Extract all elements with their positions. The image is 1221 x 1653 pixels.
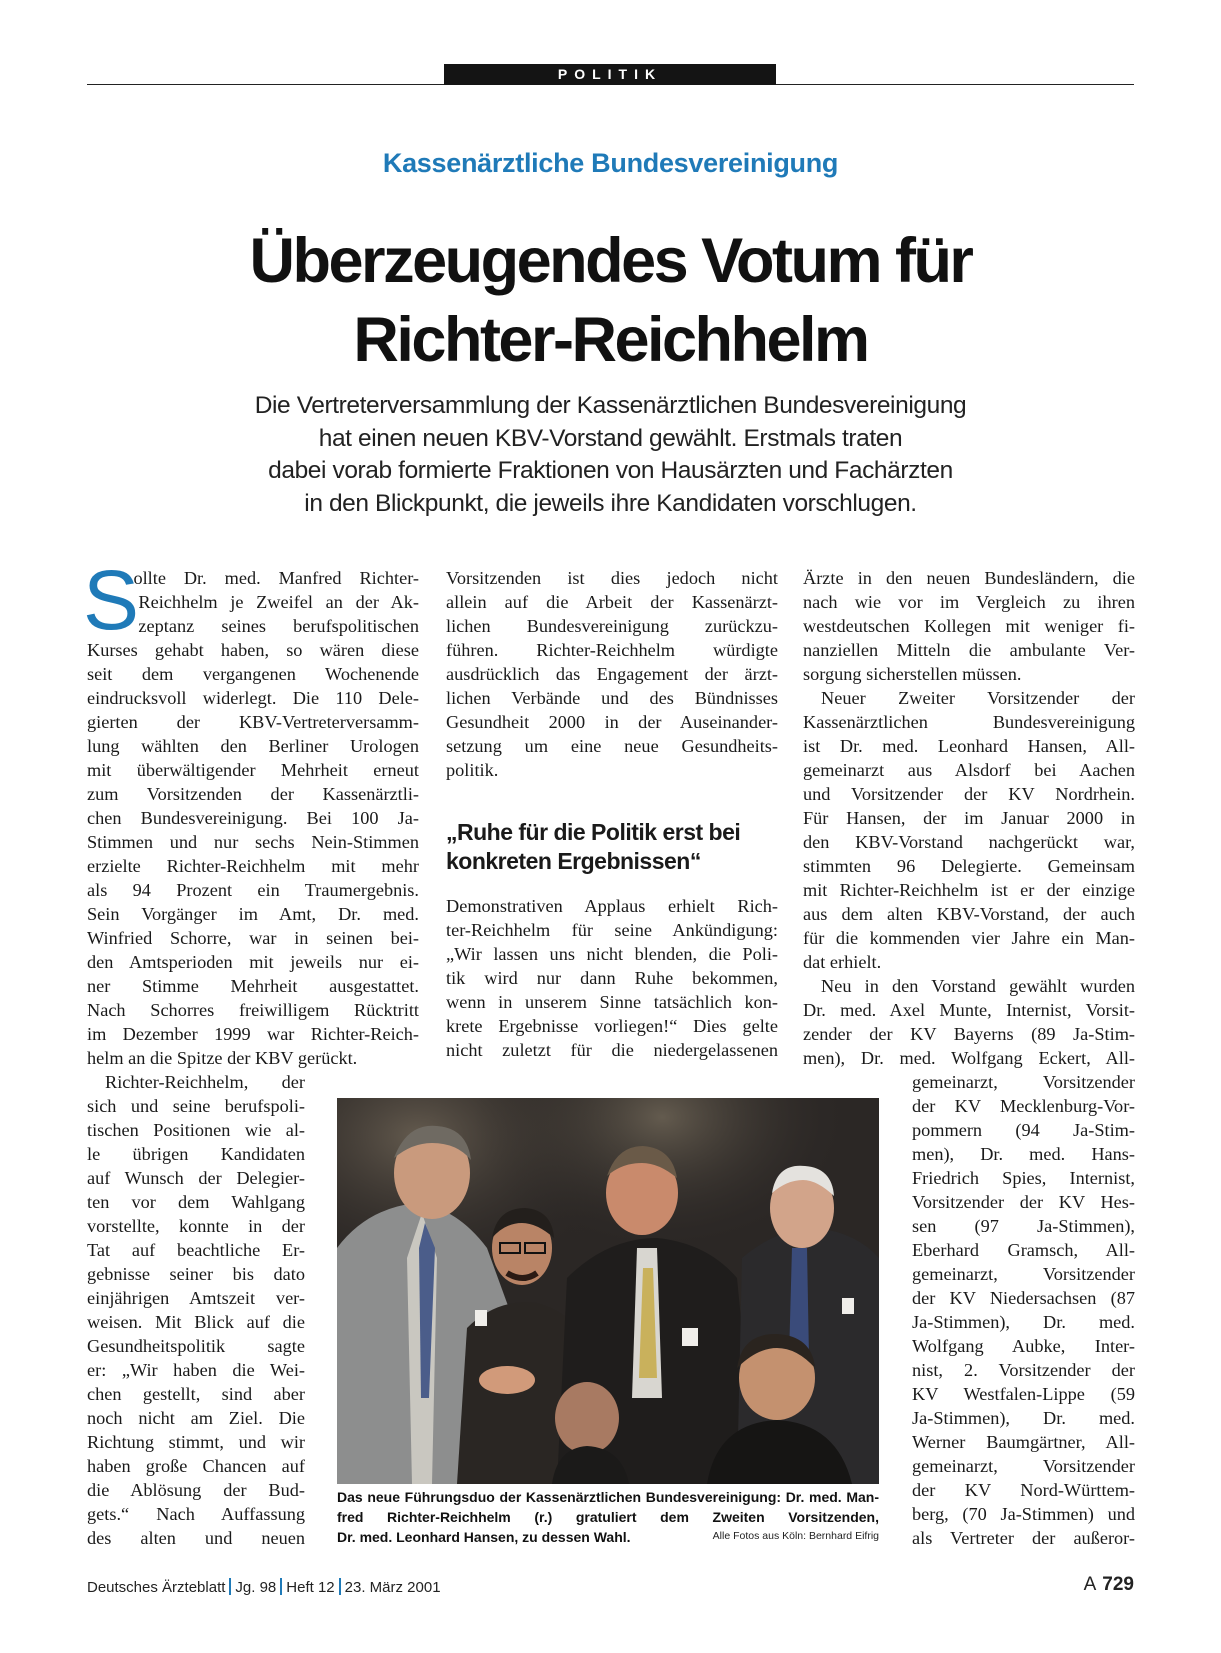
article-headline [0, 222, 1221, 380]
text-line: Winfried Schorre, war in seinen bei- [87, 928, 419, 948]
text-line: Nach Schorres freiwilligem Rücktritt [87, 1000, 419, 1020]
column-3-lines [803, 566, 1135, 1070]
text-line: ten vor dem Wahlgang [87, 1192, 305, 1212]
text-line: der KV Niedersachsen (87 [912, 1288, 1135, 1308]
column-2-continued-lines [446, 894, 778, 1062]
text-line: vorstellte, konnte in der [87, 1216, 305, 1236]
text-line: gebnisse seiner bis dato [87, 1264, 305, 1284]
subheading-line: konkreten Ergebnissen“ [446, 848, 701, 874]
dropcap: S [83, 553, 140, 647]
article-kicker: Kassenärztliche Bundesvereinigung [382, 148, 839, 178]
text-line: Stimmen und nur sechs Nein-Stimmen [87, 832, 419, 852]
text-line: Vorsitzender der KV Hes- [912, 1192, 1135, 1212]
headline-line: Richter-Reichhelm [353, 305, 868, 375]
text-line: Dr. med. Axel Munte, Internist, Vorsit- [803, 1000, 1135, 1020]
page-number-value: 729 [1102, 1574, 1134, 1595]
text-line: zender der KV Bayerns (89 Ja-Stim- [803, 1024, 1135, 1044]
text-line: Gesundheit 2000 in der Auseinander- [446, 712, 778, 732]
page-footer [87, 1578, 441, 1596]
text-line: gemeinarzt, Vorsitzender [912, 1072, 1135, 1092]
text-line: als Vertreter der außeror- [912, 1528, 1135, 1548]
text-line: Tat auf beachtliche Er- [87, 1240, 305, 1260]
lead-line: hat einen neuen KBV-Vorstand gewählt. Erstmals traten [318, 424, 903, 452]
footer-divider [229, 1578, 231, 1595]
text-line: und Vorsitzender der KV Nordrhein. [803, 784, 1135, 804]
text-line: politik. [446, 760, 499, 780]
journal-date: 23. März 2001 [344, 1579, 441, 1596]
text-line: Vorsitzenden ist dies jedoch nicht [446, 568, 778, 588]
text-line: Eberhard Gramsch, All- [912, 1240, 1135, 1260]
text-line: men), Dr. med. Wolfgang Eckert, All- [803, 1048, 1135, 1068]
text-line: men), Dr. med. Hans- [912, 1144, 1135, 1164]
text-line: Ja-Stimmen), Dr. med. [912, 1408, 1135, 1428]
text-line: auf Wunsch der Delegier- [87, 1168, 305, 1188]
text-line: er: „Wir haben die Wei- [87, 1360, 305, 1380]
text-line: des alten und neuen [87, 1528, 305, 1548]
text-line: chen gestellt, sind aber [87, 1384, 305, 1404]
text-line: nicht zuletzt für die niedergelassenen [446, 1040, 778, 1060]
text-line: Werner Baumgärtner, All- [912, 1432, 1135, 1452]
text-line: Ärzte in den neuen Bundesländern, die [803, 568, 1135, 588]
text-line: dat erhielt. [803, 952, 882, 972]
text-line: gemeinarzt, Vorsitzender [912, 1264, 1135, 1284]
text-line: der KV Nord-Württem- [912, 1480, 1135, 1500]
text-line: haben große Chancen auf [87, 1456, 305, 1476]
text-line: den KBV-Vorstand nachgerückt war, [803, 832, 1135, 852]
lead-line: in den Blickpunkt, die jeweils ihre Kandidaten vorschlugen. [304, 489, 917, 517]
text-line: gemeinarzt, Vorsitzender [912, 1456, 1135, 1476]
text-line: Friedrich Spies, Internist, [912, 1168, 1135, 1188]
text-line: gemeinarzt aus Alsdorf bei Aachen [803, 760, 1135, 780]
journal-issue: Heft 12 [286, 1579, 335, 1596]
text-line: westdeutschen Kollegen mit weniger fi- [803, 616, 1135, 636]
text-line: ter-Reichhelm für seine Ankündigung: [446, 920, 778, 940]
column-2-lines [446, 566, 778, 782]
footer-divider [339, 1578, 341, 1595]
text-line: tischen Positionen wie al- [87, 1120, 305, 1140]
text-line: nanziellen Mitteln die ambulante Ver- [803, 640, 1135, 660]
text-line: sen (97 Ja-Stimmen), [912, 1216, 1135, 1236]
text-line: zum Vorsitzenden der Kassenärztli- [87, 784, 419, 804]
text-line: berg, (70 Ja-Stimmen) und [912, 1504, 1135, 1524]
text-line: ollte Dr. med. Manfred Richter- [133, 568, 419, 588]
section-rubric: POLITIK [444, 64, 776, 85]
text-line: mit Richter-Reichhelm ist er der einzige [803, 880, 1135, 900]
text-line: chen Bundesvereinigung. Bei 100 Ja- [87, 808, 419, 828]
photo-credit: Alle Fotos aus Köln: Bernhard Eifrig [712, 1530, 879, 1542]
text-line: setzung um eine neue Gesundheits- [446, 736, 778, 756]
text-line: Neuer Zweiter Vorsitzender der [821, 688, 1135, 708]
text-line: mit überwältigender Mehrheit erneut [87, 760, 419, 780]
text-line: Sein Vorgänger im Amt, Dr. med. [87, 904, 419, 924]
text-line: gierten der KBV-Vertreterversamm- [87, 712, 419, 732]
text-line: erzielte Richter-Reichhelm mit mehr [87, 856, 419, 876]
subheading [446, 818, 786, 876]
text-line: Kurses gehabt haben, so wären diese [87, 640, 419, 660]
text-line: stimmten 96 Delegierte. Gemeinsam [803, 856, 1135, 876]
caption-line: Dr. med. Leonhard Hansen, zu dessen Wahl. [337, 1529, 631, 1545]
text-line: nist, 2. Vorsitzender der [912, 1360, 1135, 1380]
page-prefix: A [1083, 1574, 1097, 1595]
text-line: noch nicht am Ziel. Die [87, 1408, 305, 1428]
text-line: le übrigen Kandidaten [87, 1144, 305, 1164]
column-1-narrow [87, 1070, 305, 1550]
text-line: Gesundheitspolitik sagte [87, 1336, 305, 1356]
text-line: lung wählten den Berliner Urologen [87, 736, 419, 756]
text-line: ner Stimme Mehrheit ausgestattet. [87, 976, 419, 996]
text-line: Kassenärztlichen Bundesvereinigung [803, 712, 1135, 732]
column-3-narrow [912, 1070, 1135, 1550]
footer-divider [280, 1578, 282, 1595]
text-line: KV Westfalen-Lippe (59 [912, 1384, 1135, 1404]
lead-line: dabei vorab formierte Fraktionen von Hausärzten und Fachärzten [268, 457, 953, 484]
text-line: Ja-Stimmen), Dr. med. [912, 1312, 1135, 1332]
article-photo [337, 1098, 879, 1484]
text-line: gets.“ Nach Auffassung [87, 1504, 305, 1524]
page-number [1084, 1574, 1134, 1596]
column-2-continued [446, 894, 778, 1062]
text-line: tik wird nur dann Ruhe bekommen, [446, 968, 778, 988]
text-line: helm an die Spitze der KBV gerückt. [87, 1048, 358, 1068]
column-1-narrow-lines [87, 1070, 305, 1550]
text-line: ist Dr. med. Leonhard Hansen, All- [803, 736, 1135, 756]
headline-line: Überzeugendes Votum für [249, 226, 972, 296]
text-line: weisen. Mit Blick auf die [87, 1312, 305, 1332]
text-line: Richtung stimmt, und wir [87, 1432, 305, 1452]
text-line: im Dezember 1999 war Richter-Reich- [87, 1024, 419, 1044]
text-line: nach wie vor im Vergleich zu ihren [803, 592, 1135, 612]
text-line: „Wir lassen uns nicht blenden, die Poli- [446, 944, 778, 964]
text-line: Neu in den Vorstand gewählt wurden [821, 976, 1135, 996]
text-line: allein auf die Arbeit der Kassenärzt- [446, 592, 778, 612]
text-line: die Ablösung der Bud- [87, 1480, 305, 1500]
text-line: lichen Verbände und des Bündnisses [446, 688, 778, 708]
article-lead [220, 390, 1001, 520]
text-line: führen. Richter-Reichhelm würdigte [446, 640, 778, 660]
text-line: der KV Mecklenburg-Vor- [912, 1096, 1135, 1116]
text-line: ausdrücklich das Engagement der ärzt- [446, 664, 778, 684]
text-line: zeptanz seines berufspolitischen [138, 616, 419, 636]
text-line: Für Hansen, der im Januar 2000 in [803, 808, 1135, 828]
text-line: wenn in unserem Sinne tatsächlich kon- [446, 992, 778, 1012]
text-line: aus dem alten KBV-Vorstand, der auch [803, 904, 1135, 924]
text-line: lichen Bundesvereinigung zurückzu- [446, 616, 778, 636]
subheading-line: „Ruhe für die Politik erst bei [446, 819, 741, 845]
text-line: sorgung sicherstellen müssen. [803, 664, 1022, 684]
text-line: eindrucksvoll widerlegt. Die 110 Dele- [87, 688, 419, 708]
text-line: als 94 Prozent ein Traumergebnis. [87, 880, 419, 900]
column-2 [446, 566, 778, 782]
text-line: den Amtsperioden mit jeweils nur ei- [87, 952, 419, 972]
text-line: Wolfgang Aubke, Inter- [912, 1336, 1135, 1356]
text-line: seit dem vergangenen Wochenende [87, 664, 419, 684]
text-line: pommern (94 Ja-Stim- [912, 1120, 1135, 1140]
column-3-narrow-lines [912, 1070, 1135, 1550]
column-1 [83, 553, 419, 1070]
caption-line: fred Richter-Reichhelm (r.) gratuliert dem Zweiten Vorsitzenden, [337, 1509, 879, 1525]
text-line: Demonstrativen Applaus erhielt Rich- [446, 896, 778, 916]
caption-line: Das neue Führungsduo der Kassenärztlichen Bundesvereinigung: Dr. med. Man- [337, 1489, 879, 1505]
text-line: sich und seine berufspoli- [87, 1096, 305, 1116]
text-line: Reichhelm je Zweifel an der Ak- [138, 592, 419, 612]
journal-name: Deutsches Ärzteblatt [87, 1579, 226, 1596]
text-line: krete Ergebnisse vorliegen!“ Dies gelte [446, 1016, 778, 1036]
text-line: für die kommenden vier Jahre ein Man- [803, 928, 1135, 948]
text-line: einjährigen Amtszeit ver- [87, 1288, 305, 1308]
column-3 [803, 566, 1135, 1070]
photo-illustration [337, 1098, 879, 1484]
text-line: Richter-Reichhelm, der [105, 1072, 305, 1092]
lead-line: Die Vertreterversammlung der Kassenärztlichen Bundesvereinigung [254, 392, 967, 419]
journal-volume: Jg. 98 [235, 1579, 277, 1596]
